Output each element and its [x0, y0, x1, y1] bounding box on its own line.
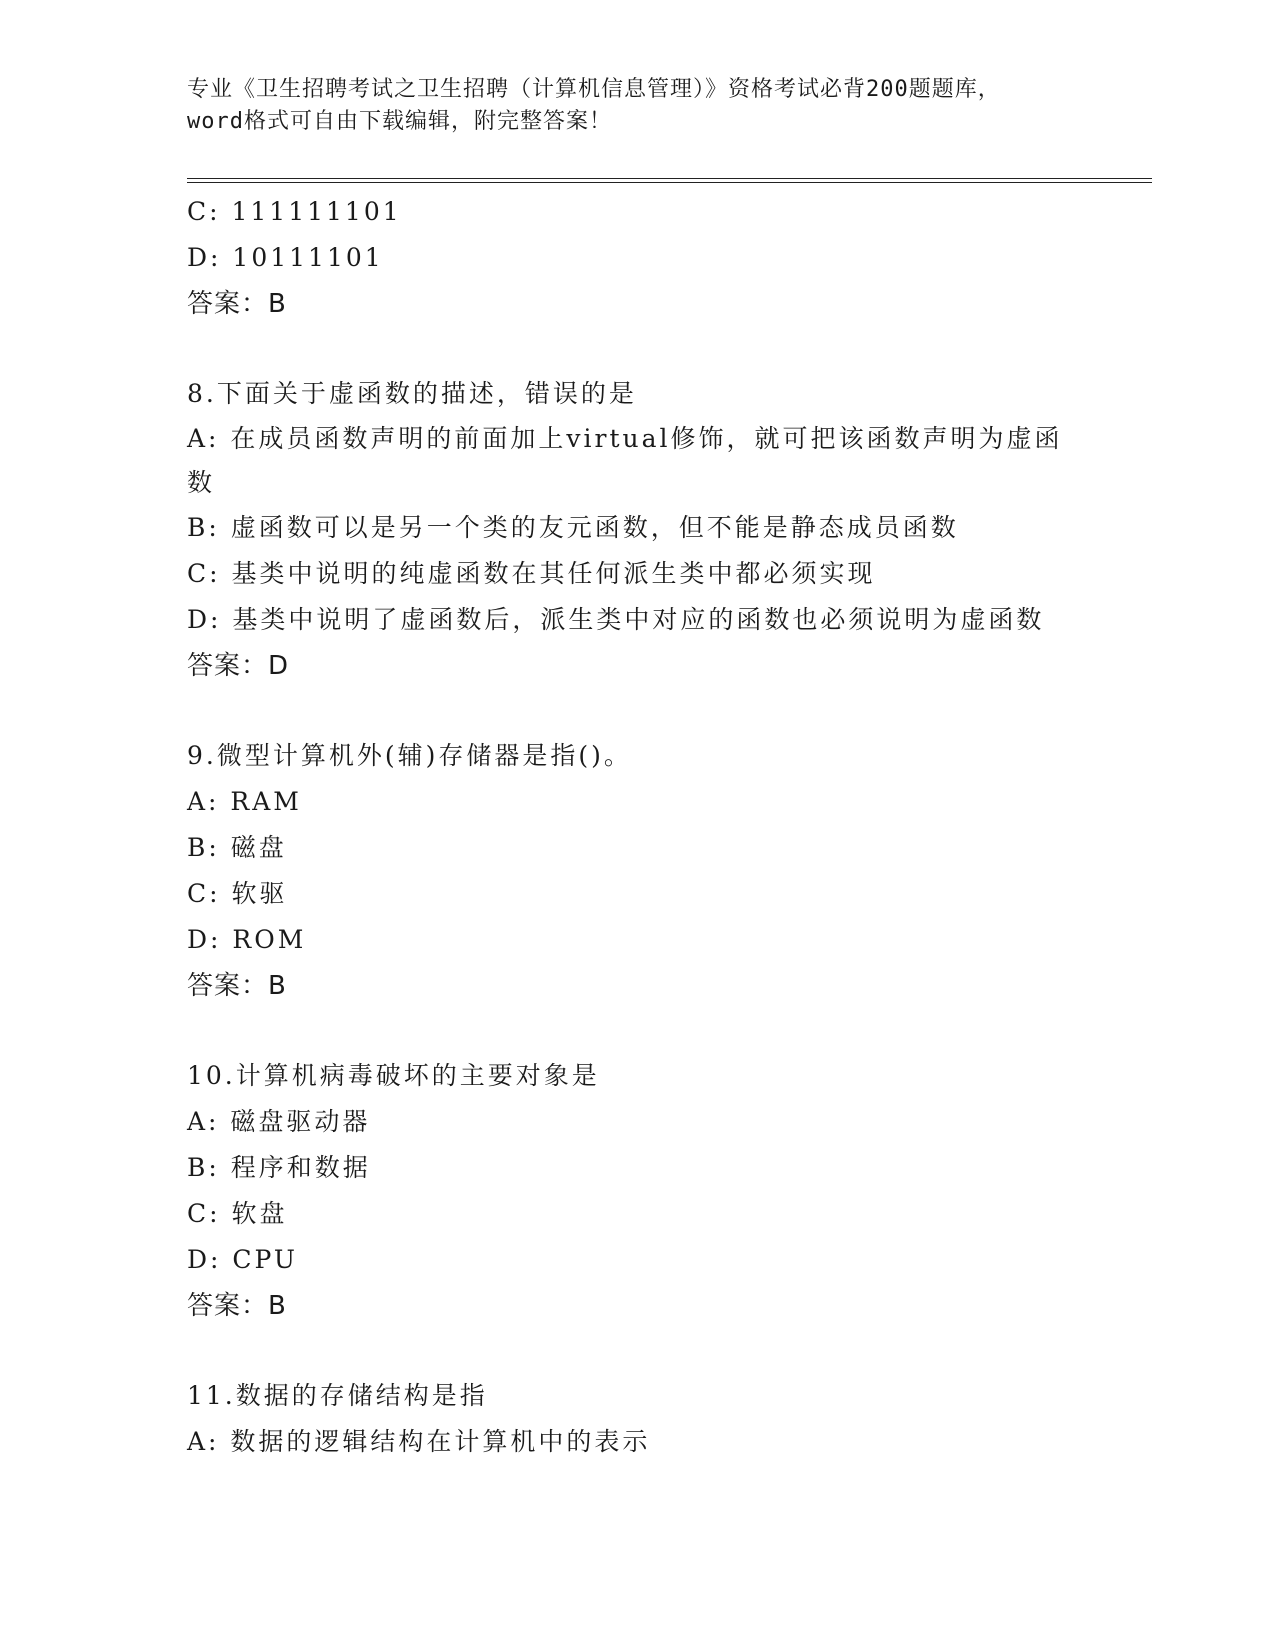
option-b: B: 磁盘	[187, 833, 287, 862]
option-a: A: 磁盘驱动器	[187, 1107, 371, 1136]
header-divider-top	[187, 178, 1152, 179]
question-7-tail	[187, 189, 1087, 327]
answer-line: 答案：D	[187, 651, 290, 681]
option-d: D: 基类中说明了虚函数后，派生类中对应的函数也必须说明为虚函数	[187, 605, 1045, 634]
option-c: C: 软盘	[187, 1199, 288, 1228]
header-divider-bottom	[187, 182, 1152, 183]
option-c: C: 111111101	[187, 197, 402, 226]
question-spacer	[187, 689, 1087, 733]
question-text: 9.微型计算机外(辅)存储器是指()。	[187, 741, 632, 770]
question-spacer	[187, 1009, 1087, 1053]
question-text: 8.下面关于虚函数的描述，错误的是	[187, 379, 637, 408]
option-d: D: 10111101	[187, 243, 384, 272]
answer-line: 答案：B	[187, 289, 287, 319]
question-8	[187, 371, 1087, 689]
option-a: A: RAM	[187, 787, 302, 816]
question-9	[187, 733, 1087, 1009]
option-c: C: 基类中说明的纯虚函数在其任何派生类中都必须实现	[187, 559, 876, 588]
question-spacer	[187, 1329, 1087, 1373]
header-title-line-1: 专业《卫生招聘考试之卫生招聘（计算机信息管理）》资格考试必背200题题库，	[187, 77, 1001, 102]
question-11	[187, 1373, 1087, 1465]
answer-line: 答案：B	[187, 1291, 287, 1321]
option-b: B: 虚函数可以是另一个类的友元函数，但不能是静态成员函数	[187, 513, 959, 542]
option-c: C: 软驱	[187, 879, 288, 908]
option-d: D: CPU	[187, 1245, 298, 1274]
option-d: D: ROM	[187, 925, 307, 954]
question-text: 10.计算机病毒破坏的主要对象是	[187, 1061, 600, 1090]
option-a: A: 数据的逻辑结构在计算机中的表示	[187, 1427, 651, 1456]
option-a: A: 在成员函数声明的前面加上virtual修饰，就可把该函数声明为虚函数	[187, 424, 1063, 497]
question-spacer	[187, 327, 1087, 371]
question-text: 11.数据的存储结构是指	[187, 1381, 488, 1410]
header-title-line-2: word格式可自由下载编辑，附完整答案！	[187, 109, 612, 134]
option-b: B: 程序和数据	[187, 1153, 371, 1182]
document-header	[187, 74, 1087, 138]
question-list	[187, 189, 1087, 1465]
question-10	[187, 1053, 1087, 1329]
answer-line: 答案：B	[187, 971, 287, 1001]
